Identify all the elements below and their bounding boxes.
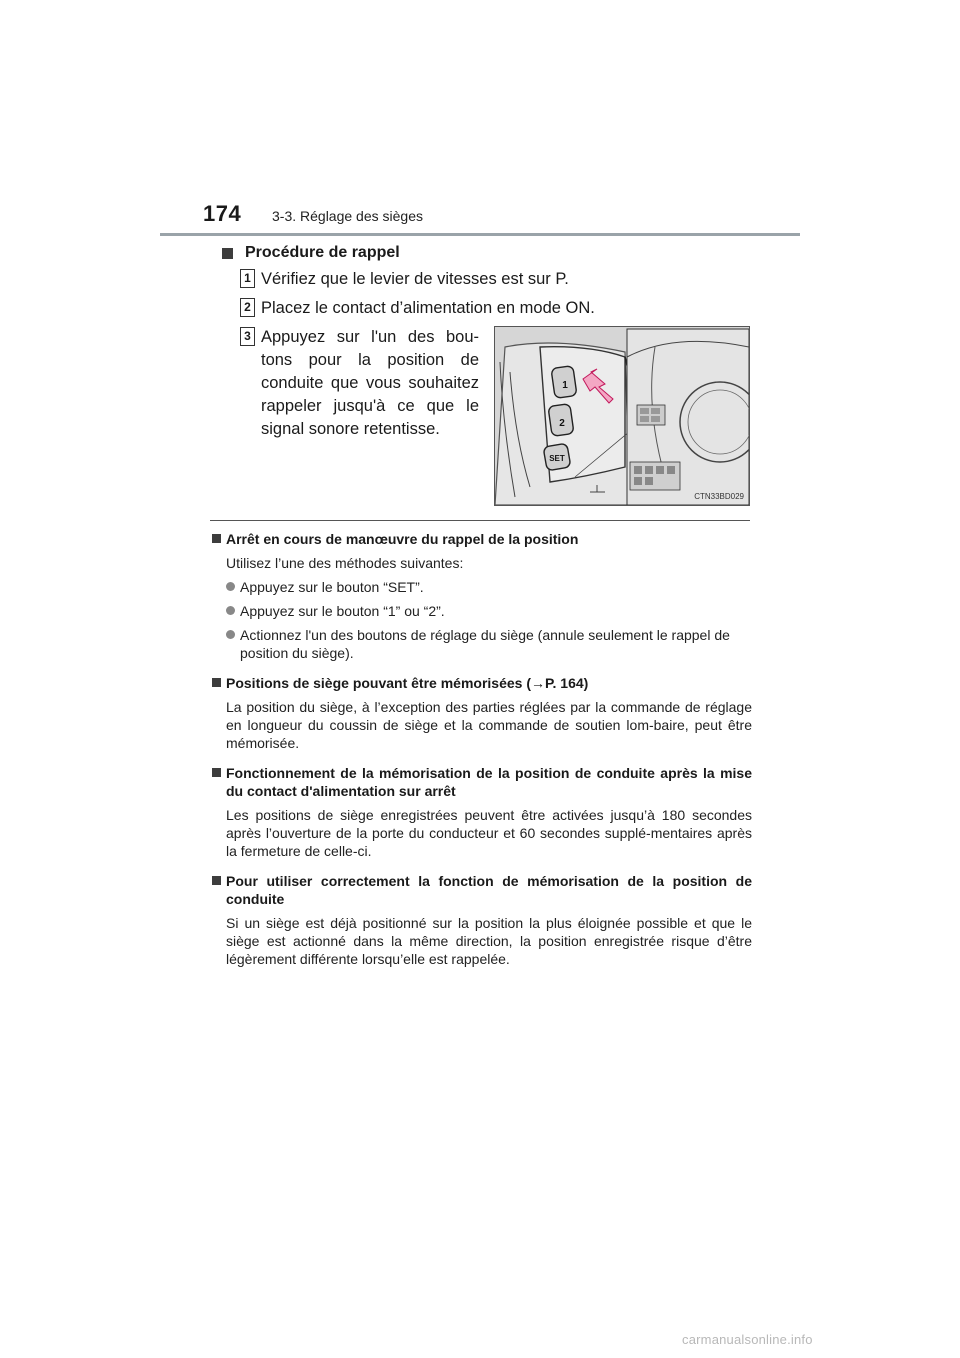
step-number: 2 [240,298,255,317]
info-paragraph: Les positions de siège enregistrées peuvent être activées jusqu’à 180 secondes après l’ouverture de la porte du conducteur et 60 secondes supplé-mentaires après la fermeture de celle-ci. [226,807,752,859]
heading-square-icon [212,678,221,687]
step-text: Placez le contact d’alimentation en mode ON. [261,299,595,317]
heading-square-icon [212,768,221,777]
info-heading-4 [212,872,752,908]
info-heading-1 [212,530,752,548]
step-number: 1 [240,269,255,288]
info-heading-text: Fonctionnement de la mémorisation de la position de conduite après la mise du contact d'alimentation sur arrêt [226,765,752,799]
button-label-2: 2 [559,418,565,429]
memory-button-2-icon [548,404,574,437]
button-label-1: 1 [562,380,568,391]
memory-button-1-icon [551,366,577,399]
header-rule [160,233,800,236]
list-item-text: Appuyez sur le bouton “1” ou “2”. [240,603,445,619]
bullet-dot-icon [226,630,235,639]
info-heading-text: Arrêt en cours de manœuvre du rappel de la position [226,531,579,547]
info-heading-2 [212,674,752,692]
info-heading-text: Positions de siège pouvant être mémorisées (→P. 164) [226,675,589,691]
step-text: Appuyez sur l'un des bou-tons pour la position de conduite que vous souhaitez rappeler jusqu'à ce que le signal sonore retentisse. [261,328,479,438]
heading-square-icon [212,534,221,543]
list-item [212,578,752,596]
section-divider [210,520,750,521]
button-label-set: SET [549,454,565,463]
heading-square-icon [212,876,221,885]
info-heading-3 [212,764,752,800]
illustration-svg [495,327,749,505]
main-heading [222,244,400,262]
page-number: 174 [203,201,242,226]
info-intro: Utilisez l’une des méthodes suivantes: [226,555,464,571]
info-section [212,530,752,968]
step-text: Vérifiez que le levier de vitesses est sur P. [261,270,569,288]
page-header [160,196,800,236]
info-heading-text: Pour utiliser correctement la fonction de mémorisation de la position de conduite [226,873,752,907]
watermark: carmanualsonline.info [682,1332,813,1347]
info-paragraph: Si un siège est déjà positionné sur la position la plus éloignée possible et que le siège est actionné dans la même direction, la position enregistrée risque d’être légèrement différente lorsqu’elle est rappelée. [226,915,752,967]
figure-code: CTN33BD029 [694,492,744,501]
bullet-dot-icon [226,606,235,615]
set-button-icon [543,443,571,471]
bullet-dot-icon [226,582,235,591]
list-item [212,626,752,662]
list-item-text: Appuyez sur le bouton “SET”. [240,579,424,595]
main-heading-text: Procédure de rappel [245,244,400,261]
list-item-text: Actionnez l'un des boutons de réglage du siège (annule seulement le rappel de position du siège). [240,627,730,661]
list-item [212,602,752,620]
section-title: 3-3. Réglage des sièges [272,208,423,224]
step-number: 3 [240,327,255,346]
memory-buttons-illustration [494,326,750,506]
info-paragraph: La position du siège, à l’exception des parties réglées par la commande de réglage en longueur du coussin de siège et la commande de soutien lom-baire, peut être mémorisée. [226,699,752,751]
heading-square-icon [222,248,233,259]
